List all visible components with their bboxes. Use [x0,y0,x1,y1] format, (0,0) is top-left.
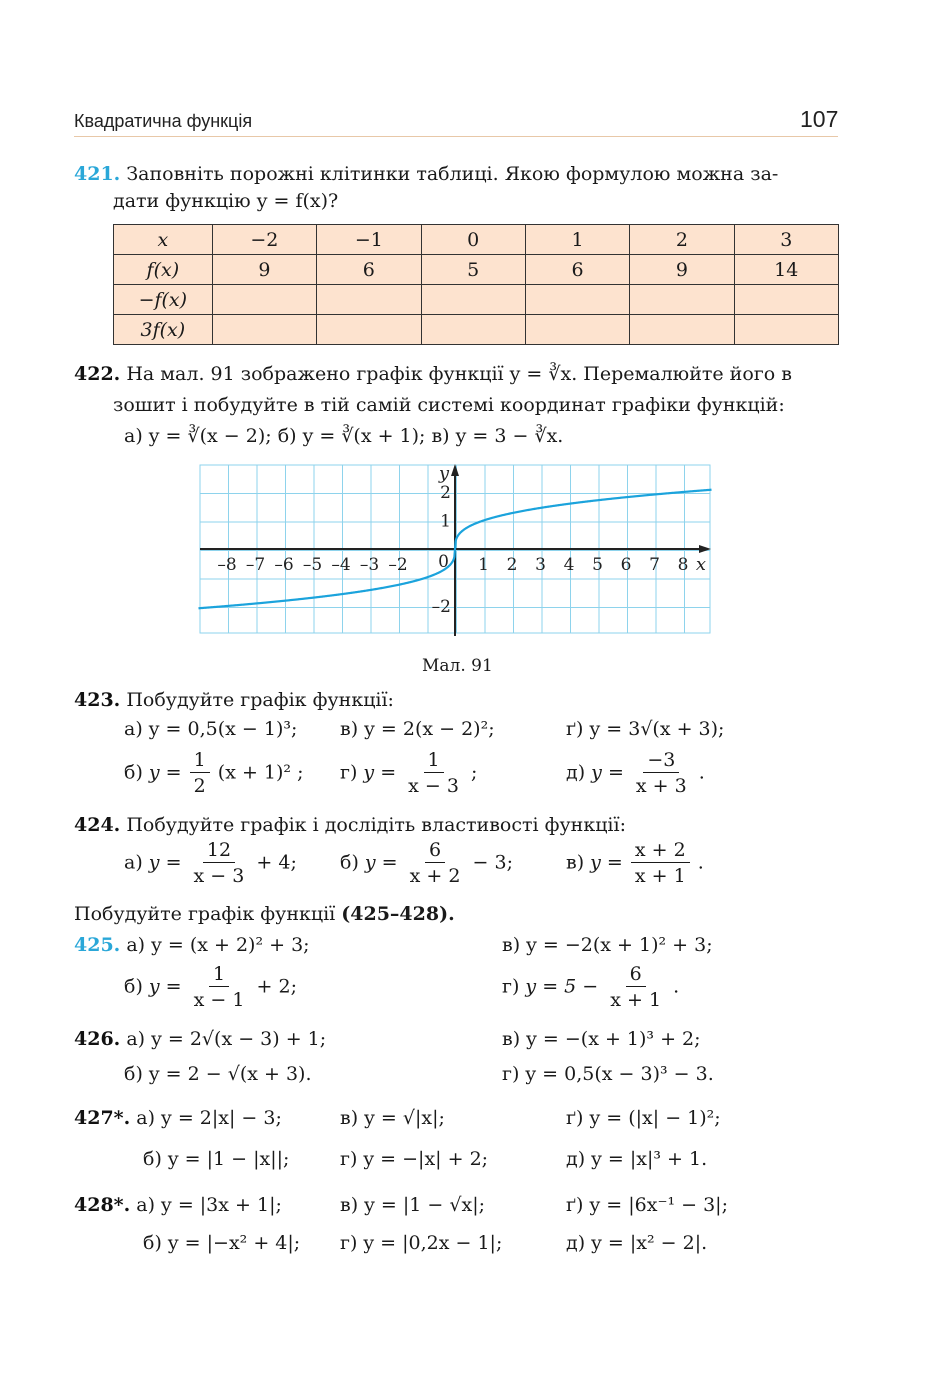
fraction [632,748,691,799]
option-g [502,962,679,1013]
table-cell: 0 [421,225,525,255]
x-tick-label: 8 [677,555,689,575]
x-axis-label: x [695,554,706,575]
exercise-number: 421. [74,163,121,185]
option-v: в) y = 2(x − 2)²; [340,718,495,740]
table-cell [525,315,629,345]
x-tick-label: 6 [620,555,632,575]
option-d: д) y = |x|³ + 1. [566,1148,708,1170]
option-g1 [340,748,477,799]
option-label: д) [566,761,586,784]
exercise-424 [74,811,626,840]
y-tick-label: 2 [440,483,451,503]
table-cell [212,285,316,315]
page-header-title: Квадратична функція [74,111,253,131]
option-b [340,838,513,889]
x-tick-label: –3 [359,555,380,575]
lhs: y = 5 − [525,975,599,998]
table-cell [421,285,525,315]
rest: ; [471,761,478,784]
option-a: а) y = |3x + 1|; [136,1194,282,1216]
origin-label: 0 [438,552,449,572]
rest: − 3; [472,851,513,874]
table-cell: 14 [734,255,838,285]
x-tick-label: –8 [217,555,237,575]
x-tick-label: 7 [649,555,660,575]
exercise-426 [74,1028,326,1050]
fraction [190,962,249,1013]
option-v: в) y = −2(x + 1)² + 3; [502,934,713,956]
option-g2: ґ) y = |6x⁻¹ − 3|; [566,1194,728,1216]
option-label: г) [502,975,520,998]
table-cell: 6 [525,255,629,285]
exercise-number: 426. [74,1028,121,1050]
fraction [406,838,465,889]
table-cell [421,315,525,345]
option-g1: г) y = |0,2x − 1|; [340,1232,503,1254]
exercise-number: 427*. [74,1107,131,1129]
rest: . [673,975,680,998]
x-tick-label: –7 [245,555,266,575]
numerator: 6 [626,962,646,987]
y-axis-label: y [438,463,449,484]
exercise-422 [74,360,792,389]
option-a: а) y = 0,5(x − 1)³; [124,718,298,740]
option-v: в) y = −(x + 1)³ + 2; [502,1028,701,1050]
option-b: б) y = |−x² + 4|; [143,1232,301,1254]
table-cell: 9 [630,255,734,285]
page-number: 107 [800,106,839,132]
x-tick-label: 5 [592,555,603,575]
fraction [404,748,463,799]
exercise-text-line2: зошит і побудуйте в тій самій системі координат графіки функцій: [113,394,785,416]
option-g: г) y = 0,5(x − 3)³ − 3. [502,1063,714,1085]
table-row-header: 3f(x) [114,315,213,345]
option-a: а) y = (x + 2)² + 3; [126,934,310,956]
fraction [606,962,665,1013]
lhs: y = [364,851,398,874]
denominator: x − 3 [408,775,459,797]
exercise-number: 428*. [74,1194,131,1216]
table-cell [317,285,421,315]
cube-root-graph [195,460,715,640]
table-cell [525,285,629,315]
exercise-text: Заповніть порожні клітинки таблиці. Якою формулою можна за- [126,163,779,185]
table-cell: 6 [317,255,421,285]
numerator: 6 [425,838,445,863]
option-v: в) y = |1 − √x|; [340,1194,485,1216]
exercise-number: 423. [74,689,121,711]
exercise-text: Побудуйте графік функції: [126,689,394,711]
table-cell: 3 [734,225,838,255]
x-tick-label: 4 [563,555,575,575]
exercise-427 [74,1107,282,1129]
table-cell: −1 [317,225,421,255]
option-a [124,838,297,889]
option-b: б) y = 2 − √(x + 3). [124,1063,312,1085]
option-a: а) y = 2|x| − 3; [136,1107,282,1129]
denominator: x + 1 [634,865,686,887]
exercise-425 [74,934,310,956]
x-tick-label: 1 [478,555,489,575]
denominator: x + 2 [409,865,461,887]
table-row-header: x [114,225,213,255]
denominator: x − 1 [193,989,245,1011]
exercise-options: а) y = ∛(x − 2); б) y = ∛(x + 1); в) y = 3 − ∛x. [124,425,564,447]
fraction [190,838,249,889]
denominator: x + 1 [610,989,662,1011]
table-row [114,255,839,285]
intro-range: (425–428). [341,903,455,925]
exercise-423 [74,686,394,715]
rest: . [697,851,704,874]
lhs: y = [148,761,182,784]
table-cell: 2 [630,225,734,255]
x-tick-label: –6 [274,555,294,575]
figure-caption: Мал. 91 [422,656,493,676]
numerator: −3 [643,748,679,773]
table-row [114,225,839,255]
fraction [631,838,690,889]
exercise-text: На мал. 91 зображено графік функції y = ∛x. Перемалюйте його в [126,363,792,385]
lhs: y = [590,851,623,874]
header-divider [74,136,838,137]
numerator: 1 [209,962,229,987]
intro-text: Побудуйте графік функції [74,903,336,925]
option-b [124,962,297,1013]
rest: (x + 1)² ; [217,761,304,784]
option-label: в) [566,851,585,874]
x-tick-label: –4 [331,555,351,575]
option-label: а) [124,851,143,874]
option-v: в) y = √|x|; [340,1107,445,1129]
x-axis-arrow [699,545,711,553]
option-g2: ґ) y = 3√(x + 3); [566,718,725,740]
y-tick-label: 1 [440,511,451,532]
option-a: а) y = 2√(x − 3) + 1; [126,1028,327,1050]
option-v [566,838,704,889]
numerator: 12 [203,838,235,863]
numerator: x + 2 [631,838,690,863]
y-tick-label: –2 [431,597,451,617]
numerator: 1 [424,748,444,773]
table-cell [212,315,316,345]
option-d [566,748,705,799]
option-label: б) [340,851,359,874]
x-tick-label: –5 [302,555,323,575]
x-tick-label: –2 [388,555,408,575]
lhs: y = [363,761,397,784]
table-cell: 5 [421,255,525,285]
section-intro [74,900,455,929]
exercise-421 [74,160,778,189]
exercise-text-line2: дати функцію y = f(x)? [113,190,339,212]
y-axis-arrow [451,464,459,476]
denominator: x + 3 [635,775,687,797]
x-tick-label: 3 [535,555,546,575]
lhs: y = [148,851,182,874]
table-cell [630,315,734,345]
option-g1: г) y = −|x| + 2; [340,1148,489,1170]
table-cell [317,315,421,345]
option-g2: ґ) y = (|x| − 1)²; [566,1107,721,1129]
exercise-number: 422. [74,363,121,385]
option-label: б) [124,761,143,784]
x-tick-label: 2 [506,555,518,575]
denominator: x − 3 [193,865,245,887]
option-b: б) y = |1 − |x||; [143,1148,290,1170]
table-cell: 1 [525,225,629,255]
table-cell [734,315,838,345]
exercise-number: 425. [74,934,121,956]
table-cell [630,285,734,315]
exercise-number: 424. [74,814,121,836]
values-table [113,224,839,345]
table-cell: 9 [212,255,316,285]
exercise-428 [74,1194,282,1216]
option-d: д) y = |x² − 2|. [566,1232,708,1254]
rest: . [698,761,705,784]
table-row-header: f(x) [114,255,213,285]
table-row [114,315,839,345]
lhs: y = [591,761,624,784]
table-row [114,285,839,315]
option-label: б) [124,975,143,998]
table-cell [734,285,838,315]
lhs: y = [148,975,182,998]
table-row-header: −f(x) [114,285,213,315]
exercise-text: Побудуйте графік і дослідіть властивості функції: [126,814,626,836]
rest: + 4; [256,851,297,874]
denominator: 2 [193,775,206,797]
table-cell: −2 [212,225,316,255]
numerator: 1 [190,748,210,773]
fraction [190,748,210,799]
rest: + 2; [256,975,297,998]
option-label: г) [340,761,358,784]
option-b [124,748,303,799]
